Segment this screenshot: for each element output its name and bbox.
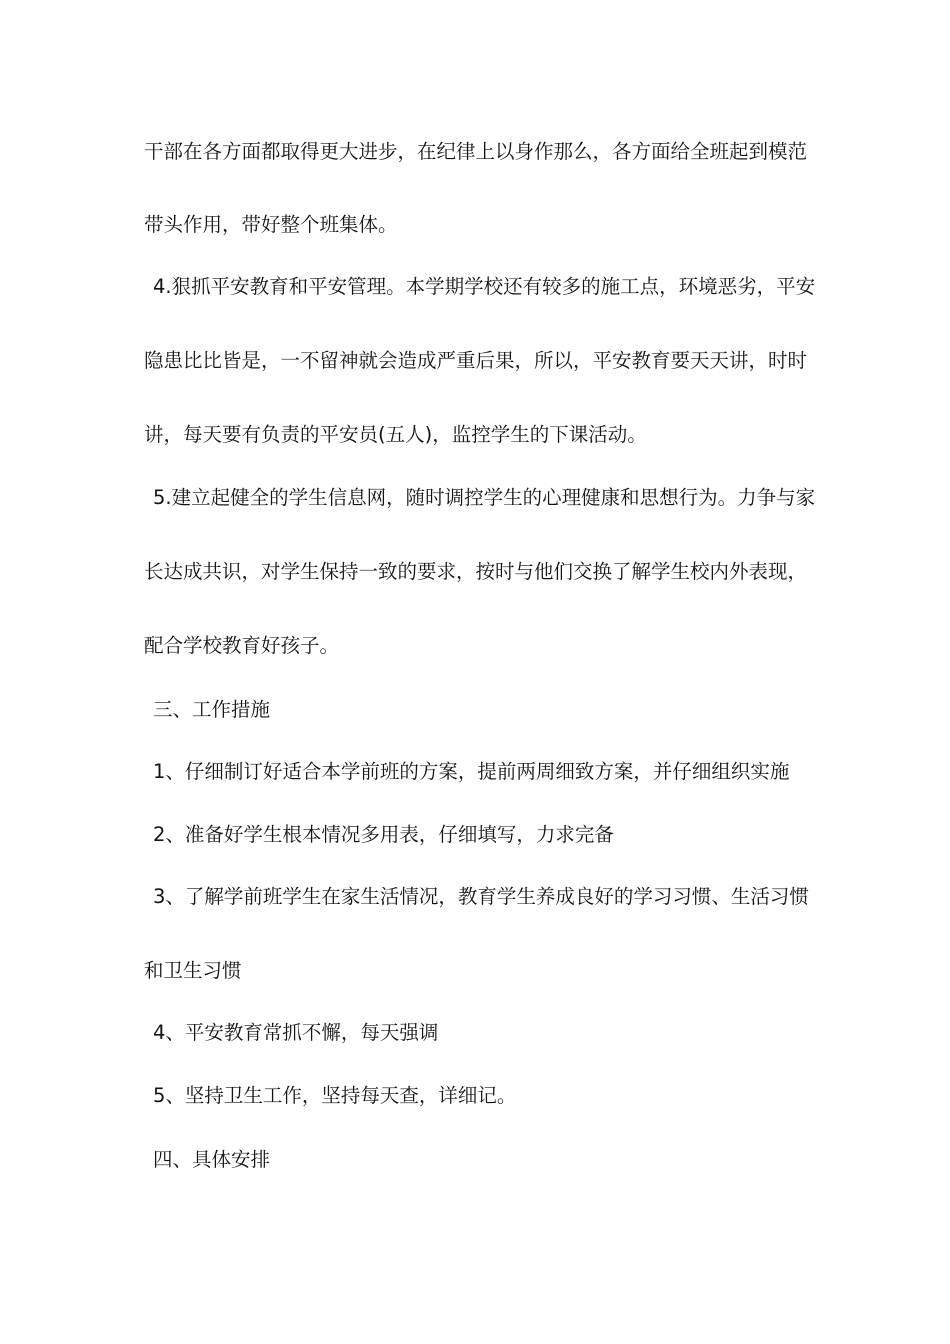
section-heading: 三、工作措施 — [153, 698, 271, 721]
paragraph-line: 和卫生习惯 — [144, 959, 242, 982]
paragraph-line: 配合学校教育好孩子。 — [144, 634, 340, 657]
paragraph-line: 带头作用，带好整个班集体。 — [144, 213, 398, 236]
paragraph-line: 隐患比比皆是，一不留神就会造成严重后果，所以，平安教育要天天讲，时时 — [144, 349, 808, 372]
list-item: 2、准备好学生根本情况多用表，仔细填写，力求完备 — [153, 823, 614, 846]
list-item: 1、仔细制订好适合本学前班的方案，提前两周细致方案，并仔细组织实施 — [153, 760, 790, 783]
paragraph-line: 干部在各方面都取得更大进步，在纪律上以身作那么，各方面给全班起到模范 — [144, 140, 808, 163]
paragraph-line: 5.建立起健全的学生信息网，随时调控学生的心理健康和思想行为。力争与家 — [153, 486, 816, 509]
paragraph-line: 长达成共识，对学生保持一致的要求，按时与他们交换了解学生校内外表现， — [144, 560, 808, 583]
list-item: 5、坚持卫生工作，坚持每天查，详细记。 — [153, 1084, 517, 1107]
section-heading: 四、具体安排 — [153, 1148, 271, 1171]
paragraph-line: 讲，每天要有负责的平安员(五人)，监控学生的下课活动。 — [144, 423, 647, 446]
paragraph-line: 4.狠抓平安教育和平安管理。本学期学校还有较多的施工点，环境恶劣，平安 — [153, 275, 816, 298]
list-item: 3、了解学前班学生在家生活情况，教育学生养成良好的学习习惯、生活习惯 — [153, 885, 809, 908]
list-item: 4、平安教育常抓不懈，每天强调 — [153, 1021, 439, 1044]
